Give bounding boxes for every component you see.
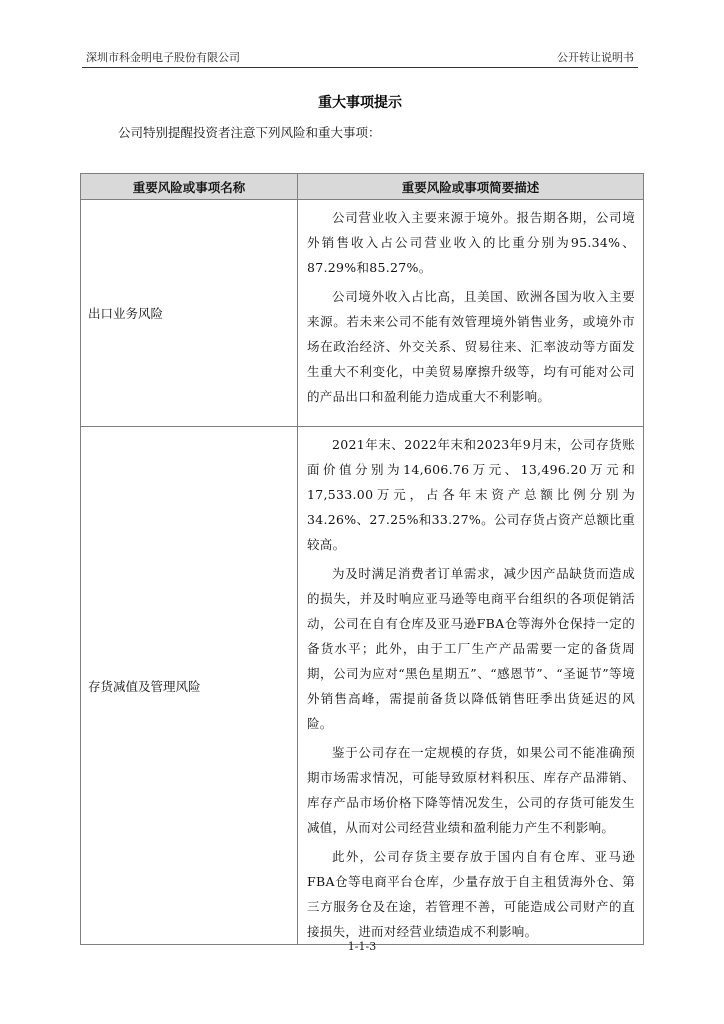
description-paragraph: 为及时满足消费者订单需求，减少因产品缺货而造成的损失，并及时响应亚马逊等电商平台组织的各项促销活动，公司在自有仓库及亚马逊FBA仓等海外仓保持一定的备货水平；此外，由于工厂生产产品需要一定的备货周期，公司为应对“黑色星期五”、“感恩节”、“圣诞节”等境外销售高峰，需提前备货以降低销售旺季出货延迟的风险。 [307,566,635,731]
description-paragraph: 此外，公司存货主要存放于国内自有仓库、亚马逊FBA仓等电商平台仓库，少量存放于自主租赁海外仓、第三方服务仓及在途，若管理不善，可能造成公司财产的直接损失，进而对经营业绩造成不利影响。 [307,849,635,939]
risk-description-cell [298,427,644,945]
table-row [81,427,644,945]
section-title: 重大事项提示 [318,95,402,111]
description-paragraph: 公司营业收入主要来源于境外。报告期各期，公司境外销售收入占公司营业收入的比重分别为95.34%、87.29%和85.27%。 [307,210,635,275]
risk-description-cell [298,200,644,427]
description-paragraph: 公司境外收入占比高，且美国、欧洲各国为收入主要来源。若未来公司不能有效管理境外销售业务，或境外市场在政治经济、外交关系、贸易往来、汇率波动等方面发生重大不利变化，中美贸易摩擦升级等，均有可能对公司的产品出口和盈利能力造成重大不利影响。 [307,289,635,404]
risk-name-cell: 存货减值及管理风险 [81,427,298,945]
table-header-row [81,174,644,200]
header-company-name: 深圳市科金明电子股份有限公司 [86,51,240,64]
page-number: 1-1-3 [347,940,377,953]
column-header-risk-description: 重要风险或事项简要描述 [298,174,644,200]
description-paragraph: 2021年末、2022年末和2023年9月末，公司存货账面价值分别为14,606.76万元、13,496.20万元和17,533.00万元，占各年末资产总额比例分别为34.26%、27.25%和33.27%。公司存货占资产总额比重较高。 [307,437,635,552]
risk-name-cell: 出口业务风险 [81,200,298,427]
page-header [82,50,638,68]
column-header-risk-name: 重要风险或事项名称 [81,174,298,200]
risk-table [80,173,644,945]
intro-text: 公司特别提醒投资者注意下列风险和重大事项： [118,125,381,140]
header-document-type: 公开转让说明书 [557,51,634,64]
description-paragraph: 鉴于公司存在一定规模的存货，如果公司不能准确预期市场需求情况，可能导致原材料积压、库存产品滞销、库存产品市场价格下降等情况发生，公司的存货可能发生减值，从而对公司经营业绩和盈利能力产生不利影响。 [307,745,635,835]
table-row [81,200,644,427]
